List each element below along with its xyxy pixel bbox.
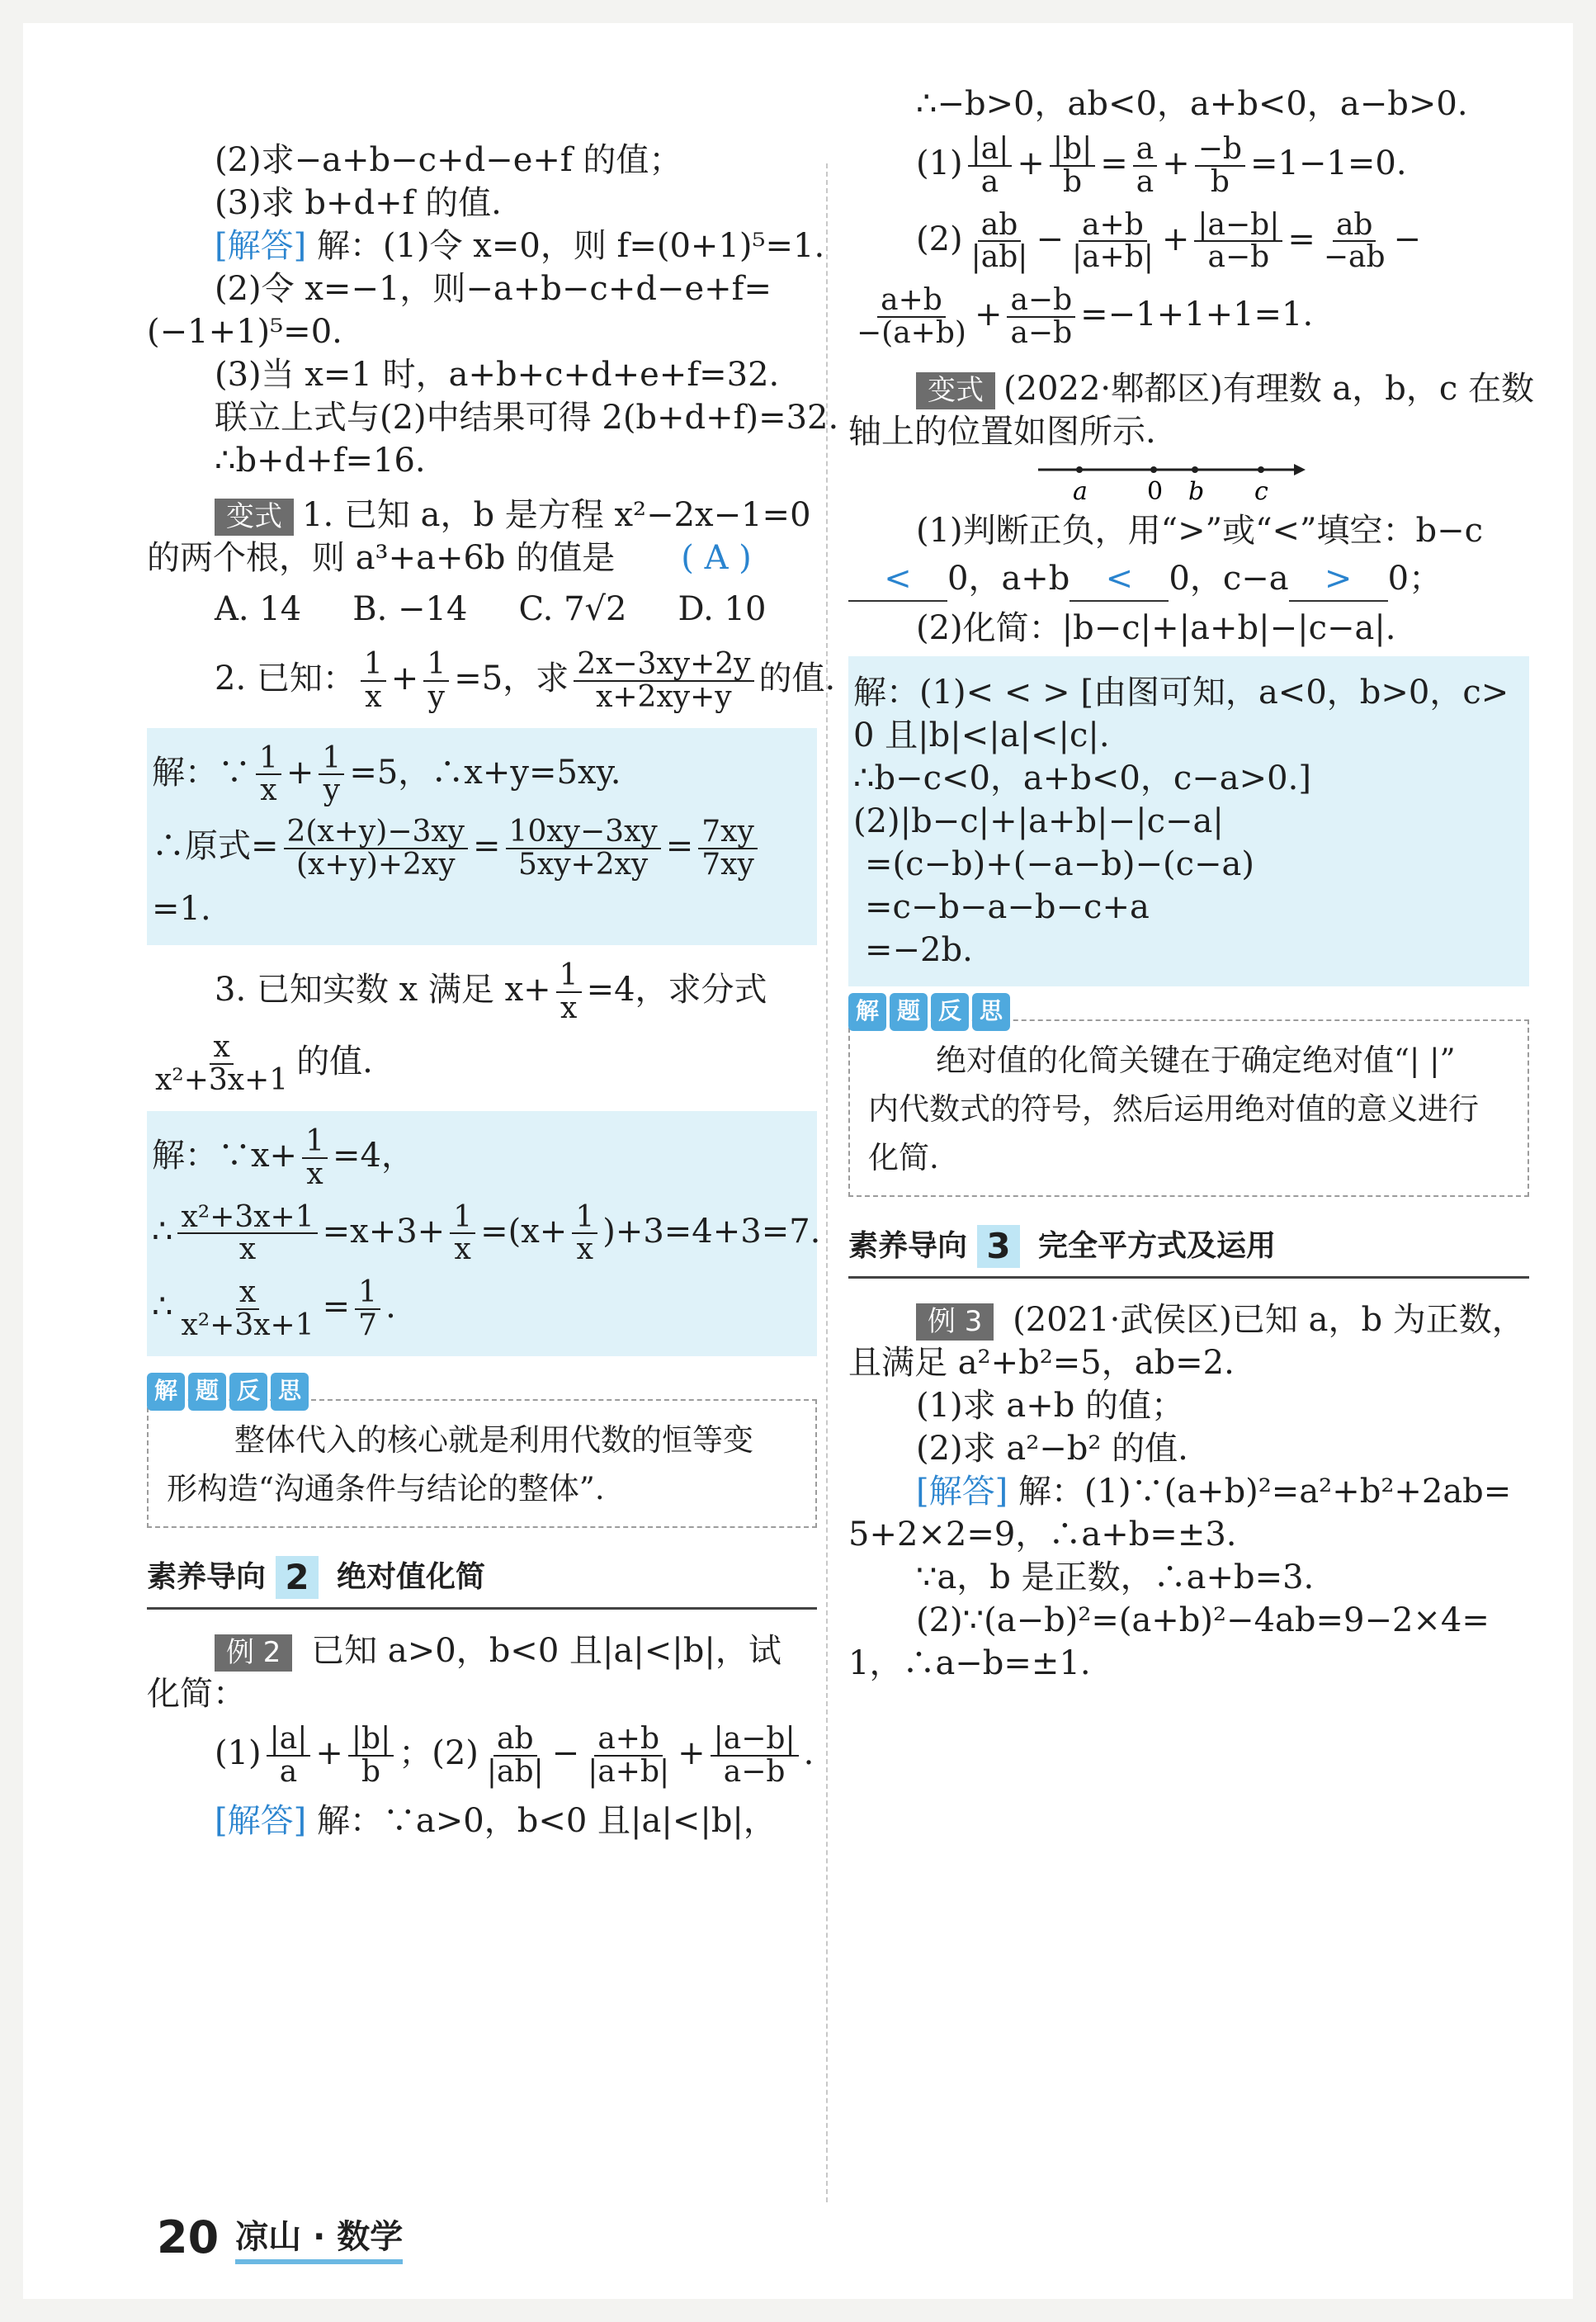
variant-text: 的两个根，则 a³+a+6b 的值是 <box>147 539 616 577</box>
variant-abs-cont: 轴上的位置如图所示. <box>848 412 1156 451</box>
label-b: b <box>1188 476 1205 506</box>
reflection-tab: 思 <box>271 1373 309 1411</box>
choice-d: D. 10 <box>678 590 767 628</box>
solution-line: =1. <box>152 889 211 928</box>
solution-line: 0 且|b|<|a|<|c|. <box>853 716 1110 754</box>
fraction: $\frac{2x-3xy+2y}{x+2xy+y}$ <box>574 649 753 713</box>
fill-blanks: < 0，a+b < 0，c−a > 0； <box>848 557 1529 602</box>
variant-2: 2. 已知： $\frac{1}{x}$ + $\frac{1}{y}$ =5，求 $\frac{2x-3xy+2y}{x+2xy+y}$ 的值. <box>215 647 836 714</box>
point-a <box>1076 466 1083 473</box>
solution-line: 解：∵x+ $\frac{1}{x}$ =4， <box>152 1123 414 1191</box>
section-topic: 完全平方式及运用 <box>1038 1228 1277 1263</box>
reflection-tabs <box>848 993 1010 1031</box>
solution-line: ∴原式= $\frac{2(x+y)-3xy}{(x+y)+2xy}$ = $\frac{10xy-3xy}{5xy+2xy}$ = $\frac{7xy}{7xy}$ <box>152 816 812 881</box>
reflection-tab: 解 <box>147 1373 185 1411</box>
variant-3: 3. 已知实数 x 满足 x+ $\frac{1}{x}$ =4，求分式 <box>215 958 767 1025</box>
section-topic: 绝对值化简 <box>337 1559 486 1594</box>
reflection-tabs <box>147 1373 309 1411</box>
jieda-tag: [解答] <box>916 1473 1008 1511</box>
reflection-tab: 解 <box>848 993 886 1031</box>
solution-line: ∴ $\frac{\text{x²+3x+1}}{x}$ =x+3+ $\frac{1}{x}$ =(x+ $\frac{1}{x}$ )+3=4+3=7. <box>152 1199 821 1267</box>
variant-text: 1. 已知 a，b 是方程 x²−2x−1=0 <box>302 496 811 534</box>
point-c <box>1258 466 1264 473</box>
solution-line <box>147 225 825 267</box>
solution-box-3 <box>147 1111 821 1356</box>
solution-line: [解答] 解：(1)∵(a+b)²=a²+b²+2ab= <box>916 1473 1512 1511</box>
column-divider <box>826 163 828 2202</box>
choice-a: A. 14 <box>215 590 302 628</box>
solution-line: (1) $\frac{|a|}{a}$ + $\frac{|b|}{b}$ = $\frac{a}{a}$ + $\frac{-b}{b}$ =1−1=0. <box>916 132 1407 199</box>
variant-abs: 变式 (2022·郫都区)有理数 a，b，c 在数 <box>848 367 1529 410</box>
solution-line: ∴b−c<0，a+b<0，c−a>0.] <box>853 759 1311 797</box>
example-2-parts: (1) $\frac{|a|}{a}$ + $\frac{|b|}{b}$ ；(2) $\frac{ab}{|ab|}$ − $\frac{a+b}{|a+b|}$ + $\frac{|a-b|}{a-b}$ . <box>215 1722 815 1789</box>
solution-line: (2)令 x=−1，则−a+b−c+d−e+f= <box>215 270 772 308</box>
right-column <box>848 83 1535 1685</box>
question-line: (2)化简：|b−c|+|a+b|−|c−a|. <box>916 608 1396 647</box>
label-zero: 0 <box>1147 476 1164 506</box>
section-title: 素养导向 <box>848 1228 968 1263</box>
question-2: (2)求−a+b−c+d−e+f 的值； <box>215 141 682 179</box>
solution-line: 联立上式与(2)中结果可得 2(b+d+f)=32. <box>215 399 839 437</box>
reflection-text: 化简. <box>868 1140 939 1176</box>
question-line: (2)求 a²−b² 的值. <box>916 1430 1188 1468</box>
solution-text: 解：(1)令 x=0，则 f=(0+1)⁵=1. <box>316 227 825 265</box>
example-2: 例 2 已知 a>0，b<0 且|a|<|b|，试 <box>147 1629 817 1672</box>
book-title: 凉山 · 数学 <box>235 2211 403 2264</box>
section-number: 3 <box>977 1225 1020 1268</box>
solution-line: 解：∵ $\frac{1}{x}$ + $\frac{1}{y}$ =5，∴x+y=5xy. <box>152 740 621 808</box>
answer-blank: > <box>1289 557 1388 602</box>
solution-line: $\frac{a+b}{-(a+b)}$ + $\frac{a-b}{a-b}$ =−1+1+1=1. <box>857 283 1314 350</box>
reflection-tab: 反 <box>229 1373 267 1411</box>
section-number: 2 <box>276 1556 319 1599</box>
solution-line: ∵a，b 是正数，∴a+b=3. <box>916 1558 1315 1597</box>
solution-box-2 <box>147 728 817 945</box>
solution-line: ∴−b>0，ab<0，a+b<0，a−b>0. <box>916 85 1468 123</box>
reflection-tab: 思 <box>972 993 1010 1031</box>
reflection-tab: 反 <box>931 993 969 1031</box>
solution-line: =(c−b)+(−a−b)−(c−a) <box>865 844 1254 883</box>
solution-line: 5+2×2=9，∴a+b=±3. <box>848 1516 1237 1554</box>
answer-blank: < <box>848 557 947 602</box>
example-2-cont: 化简： <box>147 1675 246 1714</box>
reflection-text: 内代数式的符号，然后运用绝对值的意义进行 <box>868 1090 1479 1127</box>
question-3: (3)求 b+d+f 的值. <box>215 184 502 222</box>
text: 2. 已知： <box>215 659 356 698</box>
solution-line: (−1+1)⁵=0. <box>147 313 342 351</box>
example-label: 例 3 <box>916 1303 994 1341</box>
variant-label: 变式 <box>916 372 995 409</box>
choices <box>147 588 817 631</box>
variant-1 <box>147 494 817 537</box>
question-line: (1)求 a+b 的值； <box>916 1387 1185 1426</box>
choice-c: C. 7√2 <box>518 590 627 628</box>
solution-line: (2)∵(a−b)²=(a+b)²−4ab=9−2×4= <box>916 1601 1490 1640</box>
reflection-tab: 题 <box>890 993 928 1031</box>
answer-choice: ( A ) <box>681 539 752 577</box>
point-zero <box>1150 466 1157 473</box>
section-heading-3 <box>848 1225 1529 1279</box>
solution-line: =−2b. <box>865 930 973 969</box>
label-c: c <box>1254 476 1268 506</box>
number-line <box>1030 456 1310 506</box>
variant-1-cont <box>147 537 817 579</box>
solution-line: =c−b−a−b−c+a <box>865 887 1150 926</box>
example-3: 例 3 (2021·武侯区)已知 a，b 为正数， <box>848 1298 1529 1341</box>
section-title: 素养导向 <box>147 1559 267 1594</box>
answer-blank: < <box>1070 557 1169 602</box>
solution-line: 解：(1)< < > [由图可知，a<0，b>0，c> <box>853 673 1509 712</box>
solution-line: (3)当 x=1 时，a+b+c+d+e+f=32. <box>215 356 780 394</box>
reflection-text: 形构造“沟通条件与结论的整体”. <box>167 1470 605 1506</box>
variant-3-cont: $\frac{x}{\text{x²+3x+1}}$ 的值. <box>155 1030 373 1098</box>
choice-b: B. −14 <box>352 590 468 628</box>
question-line: (1)判断正负，用“>”或“<”填空：b−c <box>916 511 1484 550</box>
label-a: a <box>1073 476 1088 506</box>
example-3-cont: 且满足 a²+b²=5，ab=2. <box>848 1344 1235 1383</box>
reflection-text: 整体代入的核心就是利用代数的恒等变 <box>234 1421 753 1458</box>
page <box>23 23 1573 2299</box>
jieda-tag: [解答] <box>215 227 307 265</box>
solution-box-abs <box>848 656 1529 986</box>
fraction: $\frac{1}{y}$ <box>423 649 449 713</box>
reflection-box-1 <box>147 1377 817 1528</box>
page-number: 20 <box>157 2211 220 2263</box>
variant-label: 变式 <box>215 499 294 536</box>
solution-line: (2)|b−c|+|a+b|−|c−a| <box>853 802 1224 840</box>
left-column <box>147 139 839 1842</box>
point-b <box>1192 466 1198 473</box>
solution-line: ∴ $\frac{x}{\text{x²+3x+1}}$ = $\frac{1}{7}$ . <box>152 1275 396 1342</box>
reflection-box-2 <box>848 997 1529 1198</box>
solution-line: (2) $\frac{ab}{|ab|}$ − $\frac{a+b}{|a+b|}$ + $\frac{|a-b|}{a-b}$ = $\frac{ab}{-ab}$ − <box>916 207 1422 275</box>
reflection-tab: 题 <box>188 1373 226 1411</box>
section-heading-2 <box>147 1556 817 1610</box>
fraction: $\frac{1}{x}$ <box>361 649 386 713</box>
solution-line: ∴b+d+f=16. <box>215 442 426 480</box>
reflection-text: 绝对值的化简关键在于确定绝对值“| |” <box>936 1042 1456 1078</box>
solution-line: 1，∴a−b=±1. <box>848 1644 1091 1683</box>
example-label: 例 2 <box>215 1634 292 1672</box>
number-line-arrow <box>1294 464 1306 475</box>
example-2-solution: [解答] 解：∵a>0，b<0 且|a|<|b|， <box>215 1801 777 1840</box>
page-footer <box>157 2211 403 2264</box>
